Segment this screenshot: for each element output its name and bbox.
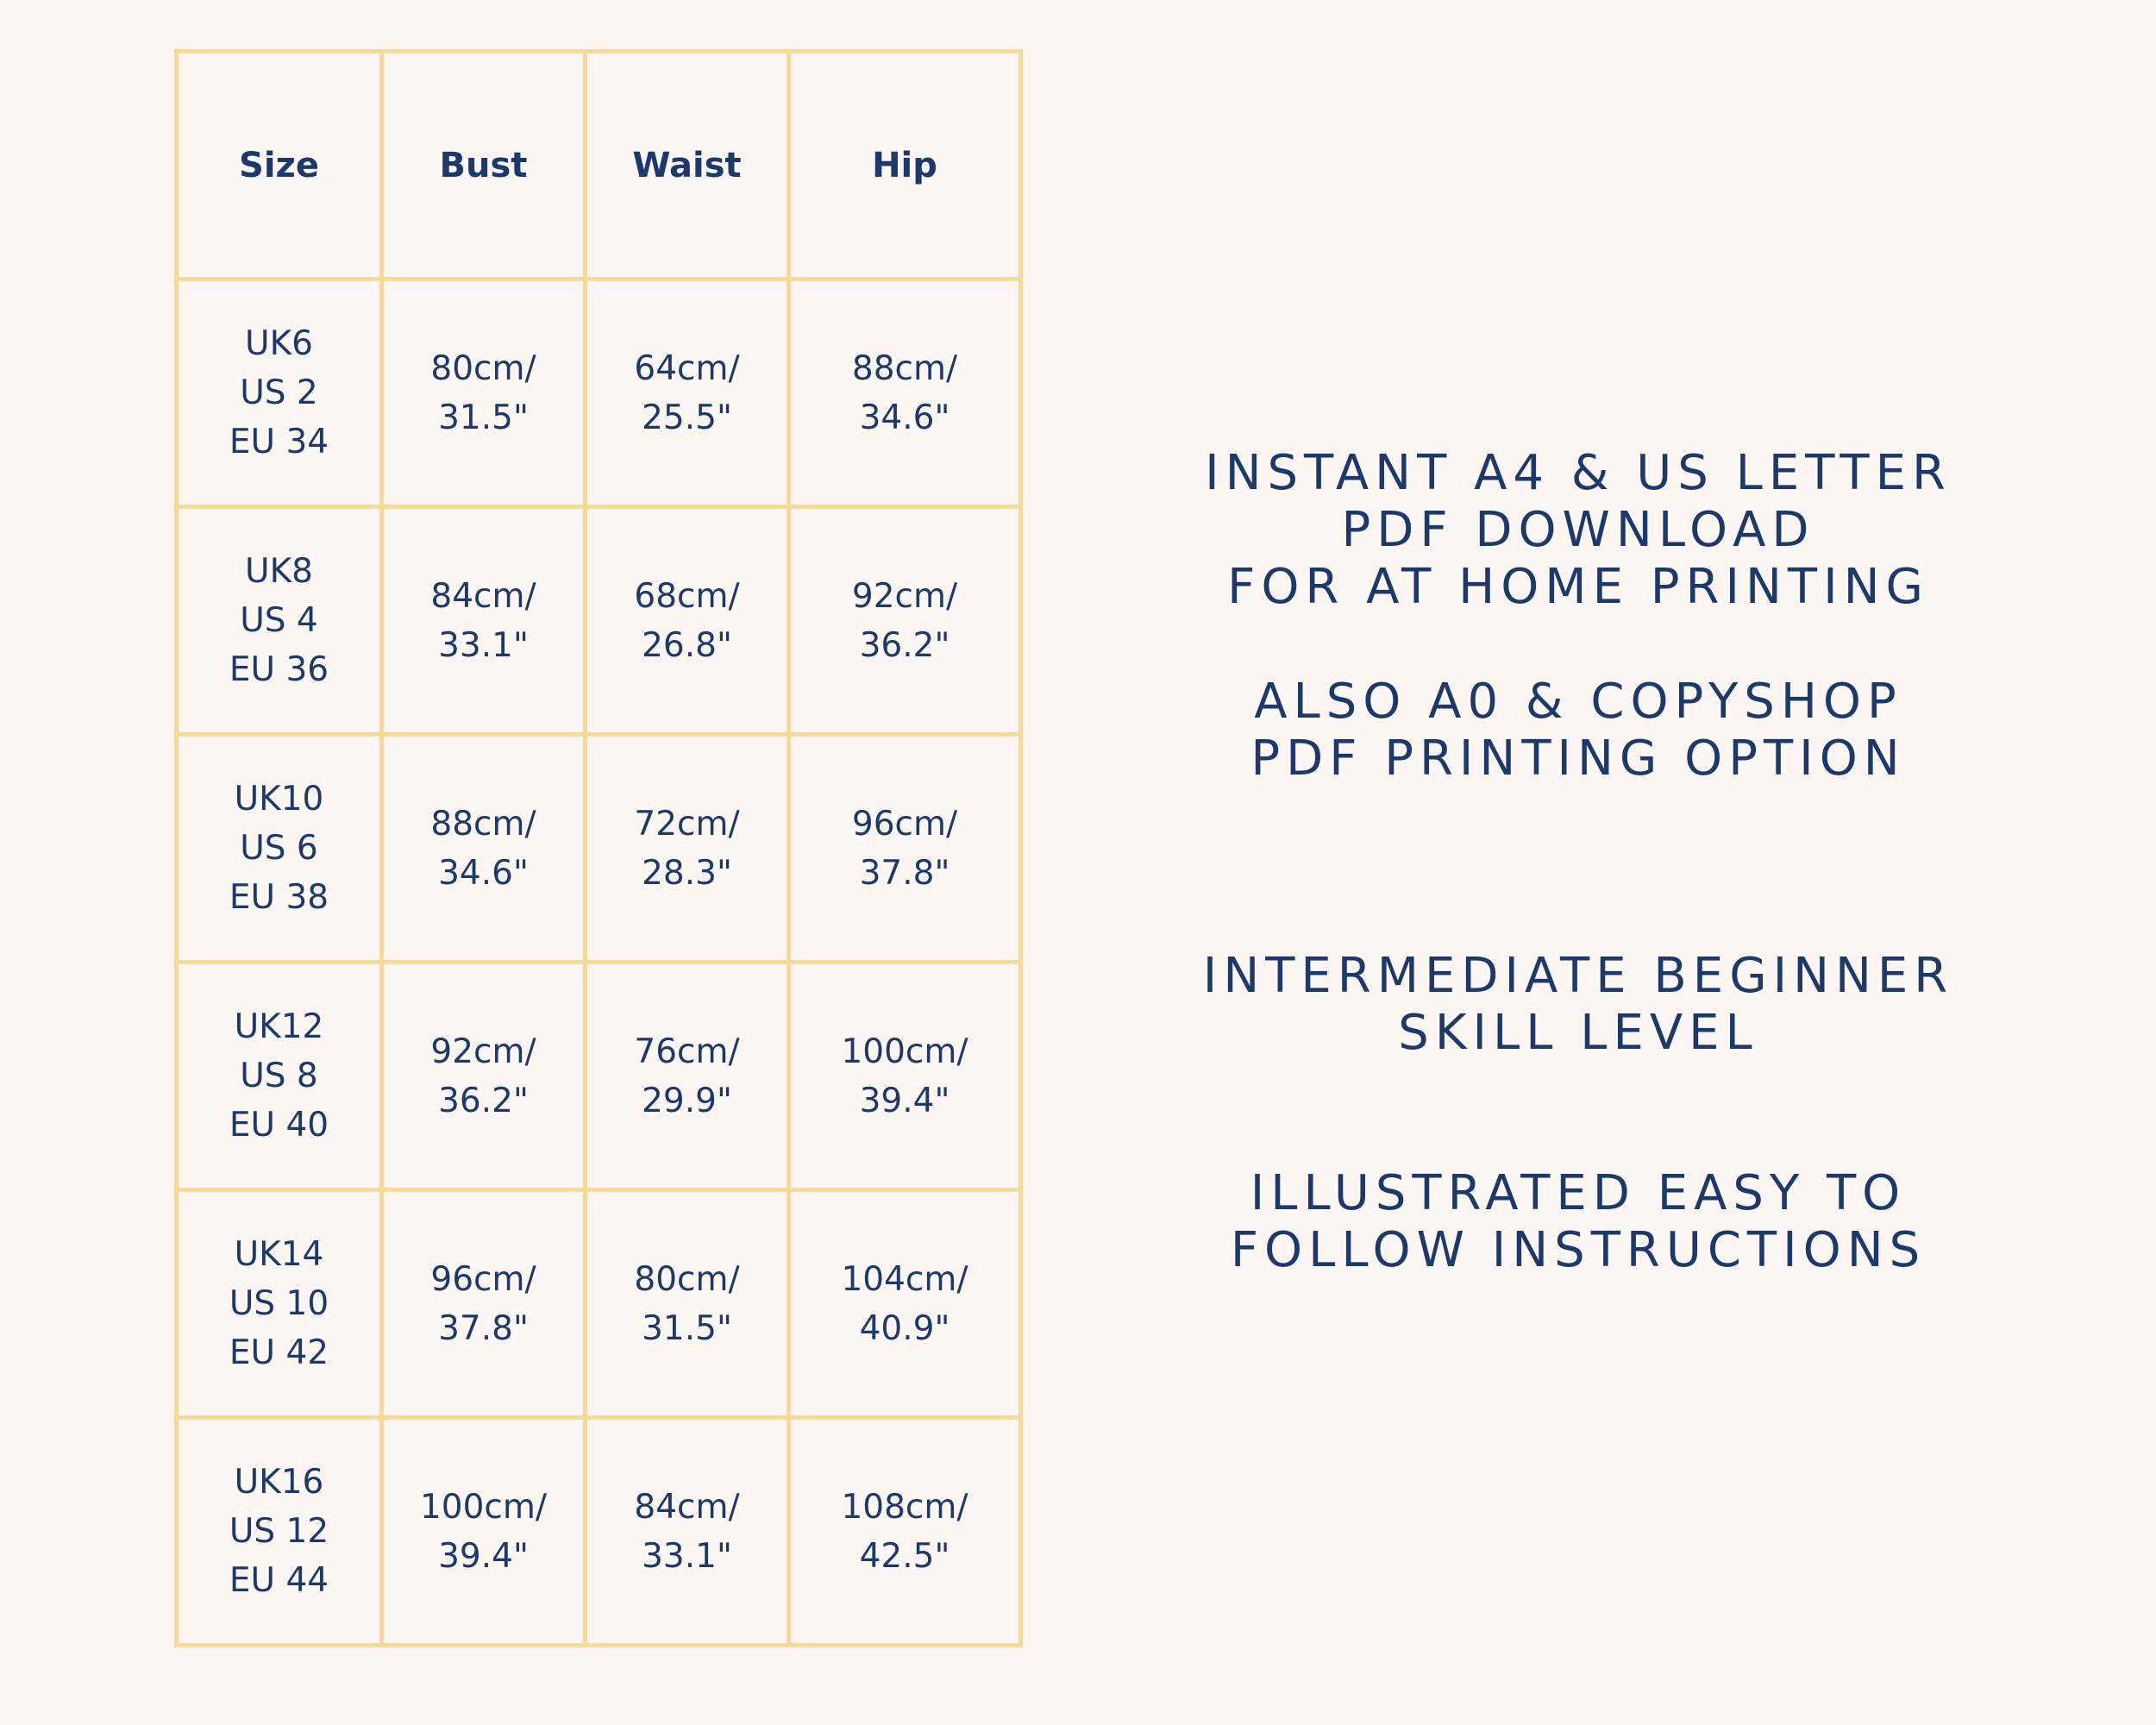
download-line-2: PDF DOWNLOAD	[1341, 502, 1815, 558]
size-value: UK16	[234, 1463, 324, 1502]
bust-value: 33.1"	[438, 625, 529, 665]
size-value: EU 42	[229, 1333, 329, 1372]
size-value: EU 40	[229, 1106, 329, 1145]
skill-line-2: SKILL LEVEL	[1398, 1005, 1758, 1061]
bust-value: 80cm/	[430, 348, 536, 388]
instructions-line-2: FOLLOW INSTRUCTIONS	[1230, 1222, 1927, 1278]
size-value: US 12	[229, 1512, 329, 1551]
bust-value: 92cm/	[430, 1032, 536, 1071]
hip-value: 88cm/	[851, 348, 958, 388]
header-row	[177, 52, 1021, 279]
waist-value: 76cm/	[634, 1032, 740, 1071]
waist-value: 25.5"	[642, 398, 732, 437]
hip-value: 34.6"	[859, 398, 950, 437]
waist-value: 33.1"	[642, 1536, 732, 1576]
waist-value: 68cm/	[634, 576, 740, 616]
instructions-line-1: ILLUSTRATED EASY TO	[1250, 1165, 1907, 1221]
size-cell	[177, 963, 382, 1190]
waist-value: 28.3"	[642, 853, 732, 893]
table-row	[177, 735, 1021, 963]
bust-cell	[382, 1418, 586, 1646]
bust-value: 31.5"	[438, 398, 529, 437]
waist-cell	[586, 735, 789, 963]
hip-value: 39.4"	[859, 1081, 950, 1120]
size-value: US 10	[229, 1284, 329, 1323]
bust-cell	[382, 735, 586, 963]
header-bust: Bust	[382, 52, 586, 279]
size-value: UK10	[234, 780, 324, 819]
size-value: EU 36	[229, 650, 329, 689]
size-value: EU 34	[229, 423, 329, 461]
size-rows	[177, 279, 1021, 1646]
hip-value: 96cm/	[851, 804, 958, 844]
hip-value: 36.2"	[859, 625, 950, 665]
header-size: Size	[177, 52, 382, 279]
bust-value: 84cm/	[430, 576, 536, 616]
size-value: EU 38	[229, 878, 329, 917]
hip-cell	[789, 963, 1021, 1190]
table-row	[177, 279, 1021, 507]
hip-value: 40.9"	[859, 1308, 950, 1348]
size-cell	[177, 735, 382, 963]
waist-cell	[586, 1418, 789, 1646]
waist-cell	[586, 1190, 789, 1418]
hip-cell	[789, 1418, 1021, 1646]
skill-line-1: INTERMEDIATE BEGINNER	[1202, 948, 1954, 1004]
size-value: US 6	[240, 829, 318, 868]
waist-cell	[586, 279, 789, 507]
waist-value: 31.5"	[642, 1308, 732, 1348]
download-line-1: INSTANT A4 & US LETTER	[1205, 445, 1952, 501]
table-row	[177, 963, 1021, 1190]
hip-value: 42.5"	[859, 1536, 950, 1576]
download-line-3: FOR AT HOME PRINTING	[1227, 559, 1929, 615]
bust-value: 36.2"	[438, 1081, 529, 1120]
size-value: UK12	[234, 1007, 324, 1046]
copyshop-info	[1147, 674, 2009, 787]
hip-cell	[789, 735, 1021, 963]
waist-value: 29.9"	[642, 1081, 732, 1120]
hip-value: 104cm/	[841, 1259, 968, 1299]
hip-cell	[789, 1190, 1021, 1418]
header-hip: Hip	[789, 52, 1021, 279]
size-value: US 4	[240, 601, 318, 640]
waist-value: 26.8"	[642, 625, 732, 665]
size-cell	[177, 1190, 382, 1418]
size-value: EU 44	[229, 1561, 329, 1600]
hip-value: 92cm/	[851, 576, 958, 616]
skill-level-info	[1147, 948, 2009, 1062]
size-value: US 2	[240, 373, 318, 412]
bust-value: 37.8"	[438, 1308, 529, 1348]
waist-value: 64cm/	[634, 348, 740, 388]
copyshop-line-1: ALSO A0 & COPYSHOP	[1254, 674, 1902, 730]
size-value: UK6	[245, 324, 313, 363]
hip-cell	[789, 279, 1021, 507]
header-waist: Waist	[586, 52, 789, 279]
hip-value: 37.8"	[859, 853, 950, 893]
size-value: UK8	[245, 552, 313, 591]
bust-cell	[382, 963, 586, 1190]
bust-value: 96cm/	[430, 1259, 536, 1299]
size-cell	[177, 279, 382, 507]
instructions-info	[1147, 1165, 2009, 1279]
table-row	[177, 1418, 1021, 1646]
download-info	[1147, 445, 2009, 616]
hip-cell	[789, 507, 1021, 735]
bust-cell	[382, 279, 586, 507]
bust-value: 100cm/	[419, 1487, 547, 1527]
size-value: US 8	[240, 1057, 318, 1095]
bust-cell	[382, 1190, 586, 1418]
table-row	[177, 1190, 1021, 1418]
table-row	[177, 507, 1021, 735]
bust-cell	[382, 507, 586, 735]
waist-value: 72cm/	[634, 804, 740, 844]
waist-value: 84cm/	[634, 1487, 740, 1527]
bust-value: 88cm/	[430, 804, 536, 844]
waist-cell	[586, 507, 789, 735]
waist-cell	[586, 963, 789, 1190]
hip-value: 108cm/	[841, 1487, 968, 1527]
bust-value: 34.6"	[438, 853, 529, 893]
size-cell	[177, 507, 382, 735]
size-chart-table	[174, 49, 1023, 1647]
size-cell	[177, 1418, 382, 1646]
size-value: UK14	[234, 1235, 324, 1274]
waist-value: 80cm/	[634, 1259, 740, 1299]
bust-value: 39.4"	[438, 1536, 529, 1576]
copyshop-line-2: PDF PRINTING OPTION	[1250, 731, 1906, 787]
hip-value: 100cm/	[841, 1032, 968, 1071]
